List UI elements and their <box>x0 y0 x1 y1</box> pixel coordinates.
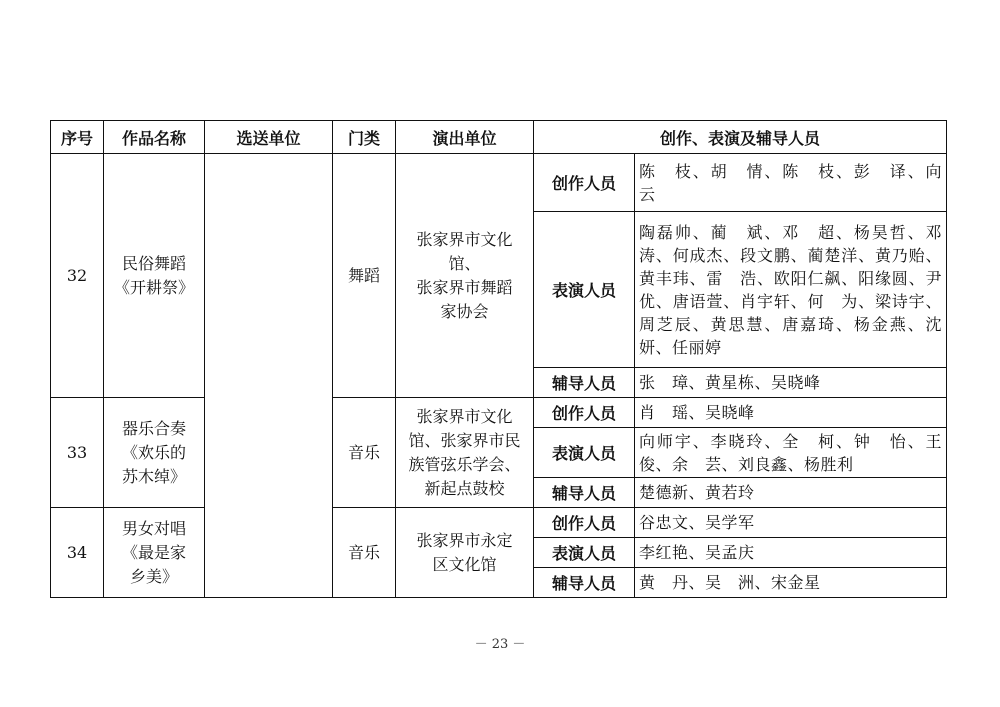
role-perform: 表演人员 <box>534 428 635 478</box>
role-perform: 表演人员 <box>534 538 635 568</box>
header-category: 门类 <box>333 121 396 154</box>
awards-table <box>50 120 959 598</box>
create-names: 陈 枝、胡 情、陈 枝、彭 译、向 云 <box>635 154 947 212</box>
seq-cell: 32 <box>51 154 104 398</box>
header-row <box>51 121 947 154</box>
perform-names: 陶磊帅、蔺 斌、邓 超、杨昊哲、邓 涛、何成杰、段文鹏、蔺楚洋、黄乃贻、黄丰玮、雷 浩、欧阳仁飙、阳缘圆、尹 优、唐语萱、肖宇轩、何 为、梁诗宇、周芝辰、黄思慧、唐嘉琦、杨金燕、沈 妍、任丽婷 <box>635 212 947 368</box>
performer-cell: 张家界市文化 馆、 张家界市舞蹈 家协会 <box>396 154 534 398</box>
header-performer: 演出单位 <box>396 121 534 154</box>
table-row <box>51 154 947 212</box>
role-create: 创作人员 <box>534 398 635 428</box>
seq-cell: 34 <box>51 508 104 598</box>
table-row <box>51 398 947 428</box>
category-cell: 音乐 <box>333 508 396 598</box>
work-cell: 器乐合奏 《欢乐的 苏木绰》 <box>104 398 205 508</box>
header-seq: 序号 <box>51 121 104 154</box>
unit-cell <box>205 154 333 598</box>
work-cell: 民俗舞蹈 《开耕祭》 <box>104 154 205 398</box>
category-cell: 舞蹈 <box>333 154 396 398</box>
create-names: 谷忠文、吴学军 <box>635 508 947 538</box>
role-create: 创作人员 <box>534 508 635 538</box>
page-number: － 23 － <box>474 637 526 652</box>
header-work: 作品名称 <box>104 121 205 154</box>
perform-names: 李红艳、吴孟庆 <box>635 538 947 568</box>
role-coach: 辅导人员 <box>534 478 635 508</box>
table-row <box>51 508 947 538</box>
create-names: 肖 瑶、吴晓峰 <box>635 398 947 428</box>
work-cell: 男女对唱 《最是家 乡美》 <box>104 508 205 598</box>
perform-names: 向师宇、李晓玲、全 柯、钟 怡、王 俊、余 芸、刘良鑫、杨胜利 <box>635 428 947 478</box>
seq-cell: 33 <box>51 398 104 508</box>
coach-names: 黄 丹、吴 洲、宋金星 <box>635 568 947 598</box>
header-staff: 创作、表演及辅导人员 <box>534 121 947 154</box>
category-cell: 音乐 <box>333 398 396 508</box>
role-coach: 辅导人员 <box>534 568 635 598</box>
header-unit: 选送单位 <box>205 121 333 154</box>
coach-names: 张 璋、黄星栋、吴晓峰 <box>635 368 947 398</box>
performer-cell: 张家界市文化 馆、张家界市民 族管弦乐学会、 新起点鼓校 <box>396 398 534 508</box>
coach-names: 楚德新、黄若玲 <box>635 478 947 508</box>
performer-cell: 张家界市永定 区文化馆 <box>396 508 534 598</box>
role-create: 创作人员 <box>534 154 635 212</box>
role-coach: 辅导人员 <box>534 368 635 398</box>
role-perform: 表演人员 <box>534 212 635 368</box>
